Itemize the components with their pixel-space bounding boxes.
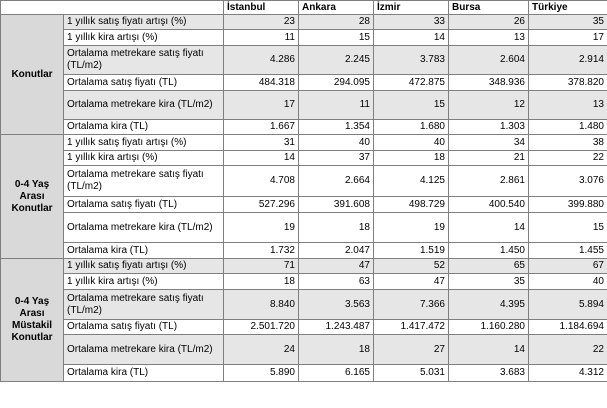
row-label: Ortalama metrekare satış fiyatı (TL/m2) — [64, 46, 224, 75]
row-label: Ortalama metrekare satış fiyatı (TL/m2) — [64, 290, 224, 320]
value-cell: 7.366 — [374, 290, 449, 320]
table-row — [1, 320, 607, 335]
value-cell: 11 — [299, 91, 374, 120]
value-cell: 21 — [449, 151, 529, 166]
value-cell: 38 — [529, 135, 607, 151]
value-cell: 6.165 — [299, 365, 374, 382]
value-cell: 1.417.472 — [374, 320, 449, 335]
value-cell: 24 — [224, 335, 299, 365]
value-cell: 2.861 — [449, 166, 529, 197]
value-cell: 2.245 — [299, 46, 374, 75]
table-body — [1, 15, 607, 382]
value-cell: 399.880 — [529, 197, 607, 213]
table-row — [1, 135, 607, 151]
value-cell: 2.664 — [299, 166, 374, 197]
value-cell: 34 — [449, 135, 529, 151]
value-cell: 1.184.694 — [529, 320, 607, 335]
value-cell: 1.303 — [449, 120, 529, 135]
value-cell: 3.783 — [374, 46, 449, 75]
value-cell: 13 — [529, 91, 607, 120]
row-label: 1 yıllık satış fiyatı artışı (%) — [64, 15, 224, 30]
table-row — [1, 166, 607, 197]
row-label: Ortalama metrekare kira (TL/m2) — [64, 91, 224, 120]
value-cell: 1.732 — [224, 243, 299, 259]
value-cell: 2.501.720 — [224, 320, 299, 335]
value-cell: 18 — [299, 213, 374, 243]
value-cell: 15 — [529, 213, 607, 243]
value-cell: 12 — [449, 91, 529, 120]
row-label: Ortalama satış fiyatı (TL) — [64, 197, 224, 213]
column-header-turkiye: Türkiye — [529, 1, 607, 15]
table-row — [1, 30, 607, 46]
value-cell: 1.680 — [374, 120, 449, 135]
value-cell: 26 — [449, 15, 529, 30]
value-cell: 15 — [374, 91, 449, 120]
value-cell: 19 — [224, 213, 299, 243]
value-cell: 400.540 — [449, 197, 529, 213]
row-label: 1 yıllık kira artışı (%) — [64, 274, 224, 290]
row-group-label: 0-4 Yaş Arası Konutlar — [1, 135, 64, 259]
value-cell: 3.076 — [529, 166, 607, 197]
value-cell: 35 — [529, 15, 607, 30]
value-cell: 294.095 — [299, 75, 374, 91]
value-cell: 348.936 — [449, 75, 529, 91]
value-cell: 22 — [529, 151, 607, 166]
row-label: Ortalama satış fiyatı (TL) — [64, 75, 224, 91]
value-cell: 14 — [374, 30, 449, 46]
value-cell: 8.840 — [224, 290, 299, 320]
value-cell: 33 — [374, 15, 449, 30]
value-cell: 3.563 — [299, 290, 374, 320]
value-cell: 65 — [449, 259, 529, 274]
value-cell: 1.667 — [224, 120, 299, 135]
value-cell: 15 — [299, 30, 374, 46]
value-cell: 18 — [224, 274, 299, 290]
value-cell: 37 — [299, 151, 374, 166]
value-cell: 63 — [299, 274, 374, 290]
table-row — [1, 335, 607, 365]
value-cell: 31 — [224, 135, 299, 151]
table-row — [1, 243, 607, 259]
value-cell: 1.480 — [529, 120, 607, 135]
column-header-istanbul: İstanbul — [224, 1, 299, 15]
value-cell: 52 — [374, 259, 449, 274]
value-cell: 14 — [449, 213, 529, 243]
table-row — [1, 259, 607, 274]
row-label: Ortalama satış fiyatı (TL) — [64, 320, 224, 335]
value-cell: 1.450 — [449, 243, 529, 259]
value-cell: 4.312 — [529, 365, 607, 382]
row-label: 1 yıllık kira artışı (%) — [64, 151, 224, 166]
value-cell: 11 — [224, 30, 299, 46]
table-row — [1, 290, 607, 320]
value-cell: 14 — [449, 335, 529, 365]
value-cell: 23 — [224, 15, 299, 30]
value-cell: 40 — [529, 274, 607, 290]
value-cell: 18 — [299, 335, 374, 365]
value-cell: 47 — [374, 274, 449, 290]
value-cell: 4.125 — [374, 166, 449, 197]
value-cell: 5.031 — [374, 365, 449, 382]
column-header-bursa: Bursa — [449, 1, 529, 15]
value-cell: 1.243.487 — [299, 320, 374, 335]
value-cell: 472.875 — [374, 75, 449, 91]
row-group-label: Konutlar — [1, 15, 64, 135]
value-cell: 13 — [449, 30, 529, 46]
table-row — [1, 151, 607, 166]
row-group-label: 0-4 Yaş Arası Müstakil Konutlar — [1, 259, 64, 382]
value-cell: 4.395 — [449, 290, 529, 320]
value-cell: 47 — [299, 259, 374, 274]
value-cell: 391.608 — [299, 197, 374, 213]
header-blank-cell — [1, 1, 224, 15]
row-label: 1 yıllık kira artışı (%) — [64, 30, 224, 46]
row-label: Ortalama kira (TL) — [64, 243, 224, 259]
value-cell: 14 — [224, 151, 299, 166]
value-cell: 4.708 — [224, 166, 299, 197]
value-cell: 17 — [224, 91, 299, 120]
row-label: Ortalama kira (TL) — [64, 365, 224, 382]
table-row — [1, 213, 607, 243]
table-row — [1, 15, 607, 30]
value-cell: 18 — [374, 151, 449, 166]
column-header-ankara: Ankara — [299, 1, 374, 15]
row-label: Ortalama kira (TL) — [64, 120, 224, 135]
value-cell: 2.047 — [299, 243, 374, 259]
value-cell: 1.519 — [374, 243, 449, 259]
value-cell: 498.729 — [374, 197, 449, 213]
value-cell: 35 — [449, 274, 529, 290]
value-cell: 5.890 — [224, 365, 299, 382]
row-label: Ortalama metrekare kira (TL/m2) — [64, 335, 224, 365]
row-label: 1 yıllık satış fiyatı artışı (%) — [64, 259, 224, 274]
row-label: Ortalama metrekare kira (TL/m2) — [64, 213, 224, 243]
value-cell: 71 — [224, 259, 299, 274]
value-cell: 5.894 — [529, 290, 607, 320]
row-label: Ortalama metrekare satış fiyatı (TL/m2) — [64, 166, 224, 197]
value-cell: 22 — [529, 335, 607, 365]
value-cell: 19 — [374, 213, 449, 243]
value-cell: 3.683 — [449, 365, 529, 382]
row-label: 1 yıllık satış fiyatı artışı (%) — [64, 135, 224, 151]
table-row — [1, 75, 607, 91]
column-header-izmir: İzmir — [374, 1, 449, 15]
table-row — [1, 120, 607, 135]
table-row — [1, 197, 607, 213]
value-cell: 484.318 — [224, 75, 299, 91]
table-row — [1, 365, 607, 382]
value-cell: 378.820 — [529, 75, 607, 91]
table-row — [1, 274, 607, 290]
value-cell: 17 — [529, 30, 607, 46]
value-cell: 27 — [374, 335, 449, 365]
table-row — [1, 46, 607, 75]
value-cell: 28 — [299, 15, 374, 30]
value-cell: 40 — [374, 135, 449, 151]
value-cell: 67 — [529, 259, 607, 274]
table-row — [1, 91, 607, 120]
value-cell: 1.354 — [299, 120, 374, 135]
value-cell: 527.296 — [224, 197, 299, 213]
value-cell: 2.604 — [449, 46, 529, 75]
value-cell: 4.286 — [224, 46, 299, 75]
value-cell: 1.455 — [529, 243, 607, 259]
value-cell: 1.160.280 — [449, 320, 529, 335]
value-cell: 2.914 — [529, 46, 607, 75]
value-cell: 40 — [299, 135, 374, 151]
header-row — [1, 1, 607, 15]
